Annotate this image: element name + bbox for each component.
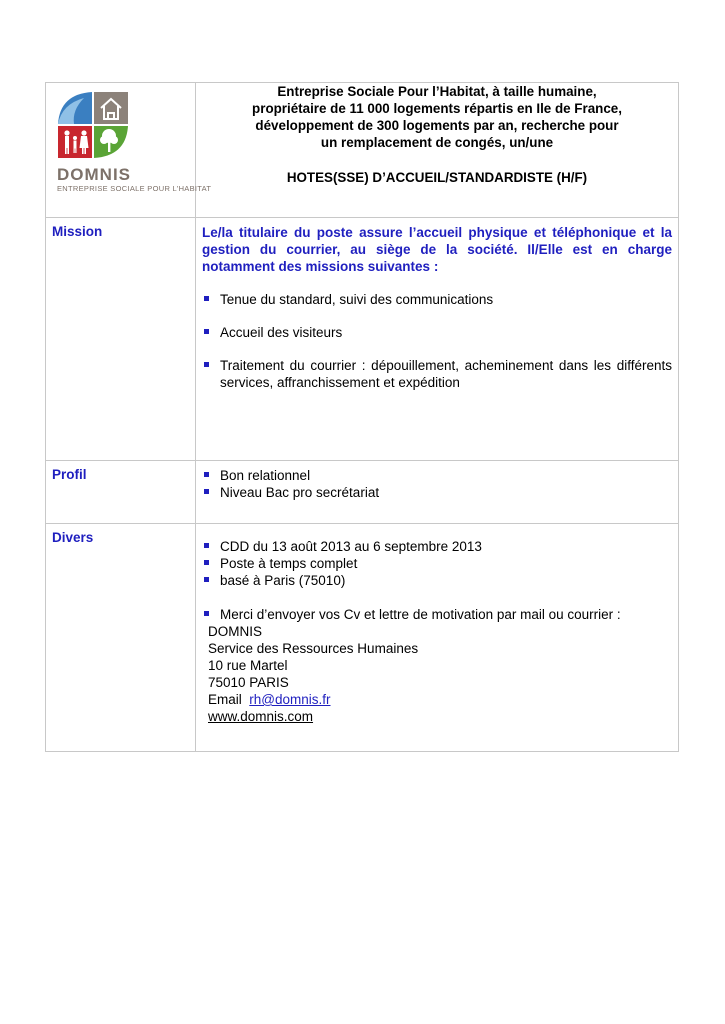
bullet-icon	[204, 611, 209, 616]
logo-cell	[46, 83, 212, 218]
list-item: Niveau Bac pro secrétariat	[202, 484, 672, 501]
divers-row	[46, 524, 679, 752]
bullet-icon	[204, 489, 209, 494]
profil-label: Profil	[46, 461, 196, 524]
bullet-icon	[204, 329, 209, 334]
bullet-icon	[204, 560, 209, 565]
header-line-1: Entreprise Sociale Pour l’Habitat, à taille humaine,	[277, 84, 597, 99]
list-item: basé à Paris (75010)	[202, 572, 672, 589]
post-title: HOTES(SSE) D’ACCUEIL/STANDARDISTE (H/F)	[286, 170, 588, 185]
logo-tagline: ENTREPRISE SOCIALE POUR L’HABITAT	[57, 184, 212, 193]
bullet-icon	[204, 472, 209, 477]
mission-label: Mission	[46, 218, 196, 461]
list-item: Tenue du standard, suivi des communications	[202, 291, 672, 308]
header-cell	[196, 83, 679, 218]
list-item: Poste à temps complet	[202, 555, 672, 572]
job-offer-table	[45, 82, 679, 752]
profil-content	[196, 461, 679, 524]
mission-row	[46, 218, 679, 461]
divers-list	[202, 538, 672, 623]
divers-content	[196, 524, 679, 752]
profil-row	[46, 461, 679, 524]
header-line-3: développement de 300 logements par an, recherche pour	[255, 118, 619, 133]
mission-content	[196, 218, 679, 461]
logo-brand: DOMNIS	[57, 165, 131, 184]
list-item: CDD du 13 août 2013 au 6 septembre 2013	[202, 538, 672, 555]
bullet-icon	[204, 577, 209, 582]
header-line-2: propriétaire de 11 000 logements répartis en Ile de France,	[252, 101, 622, 116]
list-item: Bon relationnel	[202, 467, 672, 484]
bullet-icon	[204, 362, 209, 367]
mission-intro: Le/la titulaire du poste assure l’accueil physique et téléphonique et la gestion du courrier, au siège de la société. Il/Elle est en charge notamment des missions suivantes :	[202, 225, 672, 274]
header-line-4: un remplacement de congés, un/une	[320, 135, 554, 150]
profil-list	[202, 467, 672, 501]
address-line: 10 rue Martel	[208, 658, 288, 673]
contact-address	[208, 623, 672, 725]
bullet-icon	[204, 543, 209, 548]
bullet-icon	[204, 296, 209, 301]
email-link[interactable]: rh@domnis.fr	[249, 692, 331, 707]
email-label: Email	[208, 692, 242, 707]
list-item	[202, 606, 672, 623]
list-item: Accueil des visiteurs	[202, 324, 672, 341]
address-line: Service des Ressources Humaines	[208, 641, 419, 656]
list-item: Traitement du courrier : dépouillement, acheminement dans les différents services, affranchissement et expédition	[202, 357, 672, 391]
email-line	[208, 691, 672, 708]
address-line: DOMNIS	[208, 624, 262, 639]
mission-list	[202, 291, 672, 391]
website-link[interactable]: www.domnis.com	[208, 709, 314, 724]
divers-label: Divers	[46, 524, 196, 752]
website-line	[208, 708, 672, 725]
contact-intro: Merci d’envoyer vos Cv et lettre de motivation par mail ou courrier :	[220, 607, 621, 622]
address-line: 75010 PARIS	[208, 675, 289, 690]
header-row	[46, 83, 679, 218]
